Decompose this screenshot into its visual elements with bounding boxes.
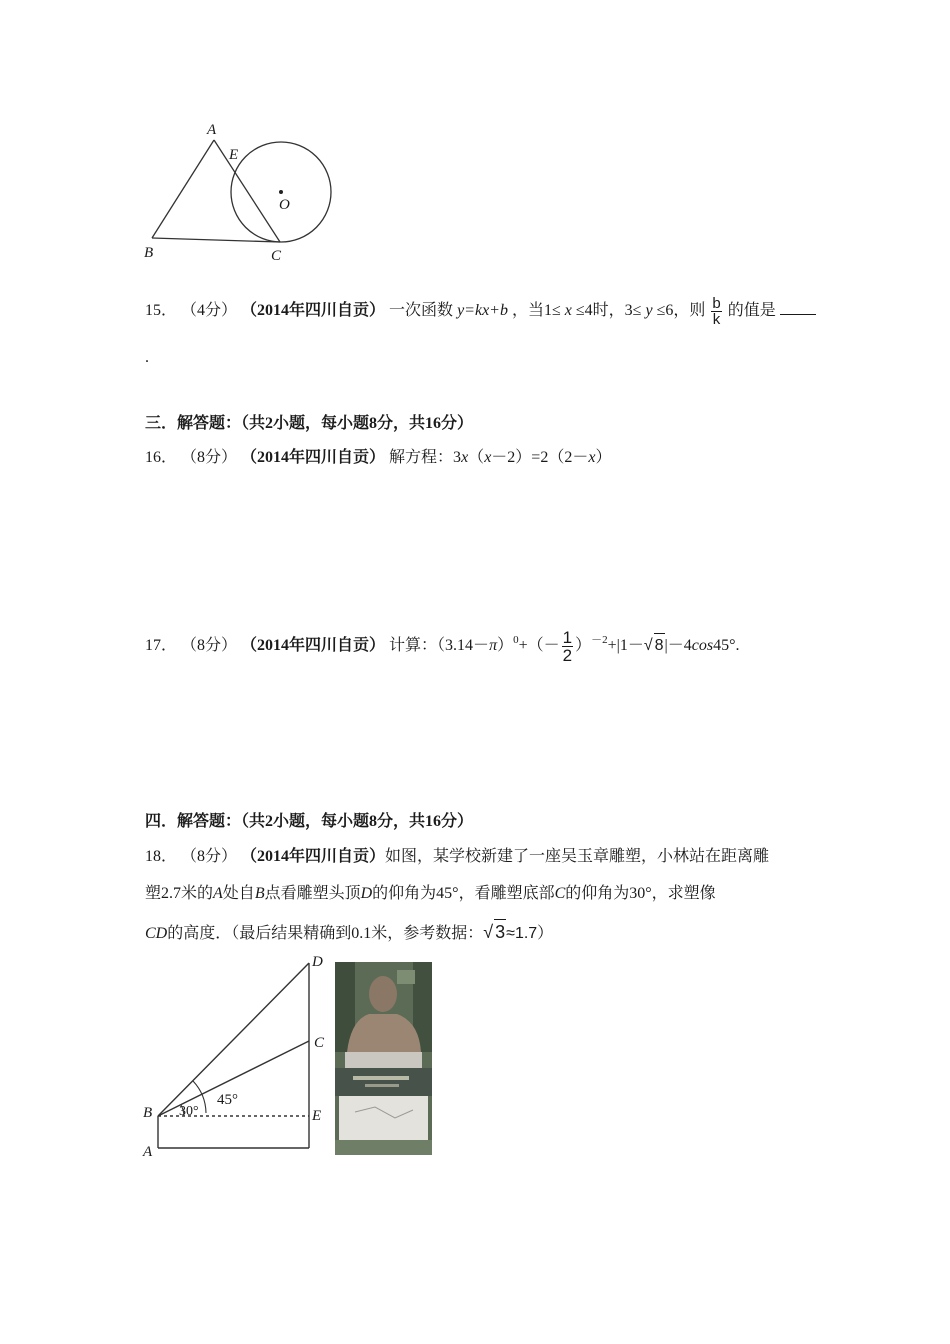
q17-sqrt: √ 8 — [644, 637, 665, 654]
question-16 — [145, 446, 611, 470]
q18-sqrt: √ 3 — [483, 922, 506, 942]
q18-text-2a: 塑2.7米的 — [145, 885, 214, 902]
q15-text-5: 的值是 — [727, 302, 776, 320]
q17-frac-denominator: 2 — [562, 645, 573, 665]
q18-number: 18． — [145, 848, 178, 865]
q18-point-b: B — [254, 885, 265, 902]
q16-score: （8分） — [181, 449, 238, 466]
q15-var-x: x — [564, 302, 572, 320]
q17-number: 17． — [145, 637, 178, 654]
q17-pi: π — [489, 637, 498, 654]
label-e2: E — [312, 1108, 322, 1124]
q17-text-1: 计算：（3.14－ — [389, 637, 490, 654]
q18-text-2d: 的仰角为45°，看雕塑底部 — [372, 885, 555, 902]
q15-source: （2014年四川自贡） — [241, 302, 386, 320]
q16-source: （2014年四川自贡） — [241, 449, 386, 466]
label-o: O — [279, 197, 290, 213]
segment-ab — [152, 140, 214, 238]
q15-text-4: ≤6，则 — [656, 302, 706, 320]
label-d: D — [312, 954, 323, 970]
q15-number: 15． — [145, 302, 178, 320]
q16-number: 16． — [145, 449, 178, 466]
q18-source: （2014年四川自贡） — [241, 848, 386, 865]
q18-score: （8分） — [181, 848, 238, 865]
q15-answer-blank[interactable] — [780, 298, 816, 315]
label-c2: C — [314, 1035, 325, 1051]
q15-fraction — [711, 296, 721, 327]
q15-score: （4分） — [181, 302, 238, 320]
label-c: C — [271, 248, 282, 264]
q15-frac-denominator: k — [712, 311, 721, 328]
question-15 — [145, 296, 816, 327]
q16-var-x3: x — [588, 449, 596, 466]
elevation-angle-figure — [138, 948, 338, 1163]
q18-text-3b: ≈1.7） — [506, 925, 554, 942]
q18-segment-cd: CD — [145, 925, 168, 942]
statue-pedestal-base — [339, 1096, 428, 1142]
q17-text-5: +|1－ — [607, 637, 644, 654]
q18-point-d: D — [360, 885, 373, 902]
q16-text-3: －2）=2（2－ — [491, 449, 589, 466]
q17-frac-numerator: 1 — [562, 627, 573, 647]
label-a2: A — [143, 1144, 153, 1160]
question-17 — [145, 628, 739, 664]
q18-point-c: C — [554, 885, 566, 902]
q17-source: （2014年四川自贡） — [241, 637, 386, 654]
q16-var-x2: x — [484, 449, 492, 466]
section-3-heading: 三．解答题：（共2小题，每小题8分，共16分） — [145, 415, 474, 432]
statue-head — [369, 976, 397, 1012]
q15-period: . — [145, 349, 149, 366]
q18-text-2e: 的仰角为30°，求塑像 — [565, 885, 716, 902]
q17-text-7: 45°. — [713, 637, 740, 654]
label-a: A — [207, 122, 217, 138]
question-18-line-2 — [145, 882, 716, 906]
q17-exponent-neg2: －2 — [591, 634, 608, 646]
q17-text-6: |－4 — [664, 637, 692, 654]
q15-text-2: ，当1≤ — [511, 302, 561, 320]
q17-fraction — [562, 629, 573, 664]
q15-frac-numerator: b — [712, 295, 721, 312]
q17-cos: cos — [691, 637, 714, 654]
q15-text-1: 一次函数 — [389, 302, 454, 320]
statue-plaque — [335, 1068, 432, 1096]
q15-text-3: ≤4时，3≤ — [575, 302, 642, 320]
q17-score: （8分） — [181, 637, 238, 654]
label-b: B — [144, 245, 154, 261]
question-18-line-3 — [145, 919, 553, 946]
q15-function: y=kx+b — [457, 302, 508, 320]
q18-sqrt-value: 3 — [494, 919, 506, 944]
q18-text-line-1: 如图，某学校新建了一座吴玉章雕塑，小林站在距离雕 — [385, 848, 770, 865]
q18-text-2c: 点看雕塑头顶 — [264, 885, 361, 902]
question-18-line-1 — [145, 845, 769, 869]
label-e: E — [229, 147, 239, 163]
q16-text-2: （ — [468, 449, 485, 466]
q18-text-2b: 处自 — [222, 885, 255, 902]
segment-bc — [152, 238, 280, 242]
q18-text-3a: 的高度．（最后结果精确到0.1米，参考数据： — [167, 925, 484, 942]
q17-exponent-0: 0 — [513, 634, 519, 646]
q16-text-1: 解方程：3 — [389, 449, 462, 466]
q17-text-2: ） — [497, 637, 514, 654]
q17-text-3: +（－ — [518, 637, 560, 654]
label-b2: B — [143, 1105, 153, 1121]
q15-var-y: y — [645, 302, 653, 320]
q17-text-4: ） — [575, 637, 592, 654]
statue-pedestal-top — [345, 1052, 422, 1068]
center-point — [279, 190, 283, 194]
q16-text-4: ） — [595, 449, 612, 466]
q16-var-x1: x — [461, 449, 469, 466]
label-angle-30: 30° — [179, 1104, 199, 1119]
triangle-circle-figure — [140, 118, 340, 268]
statue-photo — [335, 962, 432, 1155]
section-4-heading: 四．解答题：（共2小题，每小题8分，共16分） — [145, 813, 474, 830]
q18-point-a: A — [213, 885, 223, 902]
q17-sqrt-value: 8 — [654, 633, 665, 658]
label-angle-45: 45° — [217, 1092, 238, 1108]
